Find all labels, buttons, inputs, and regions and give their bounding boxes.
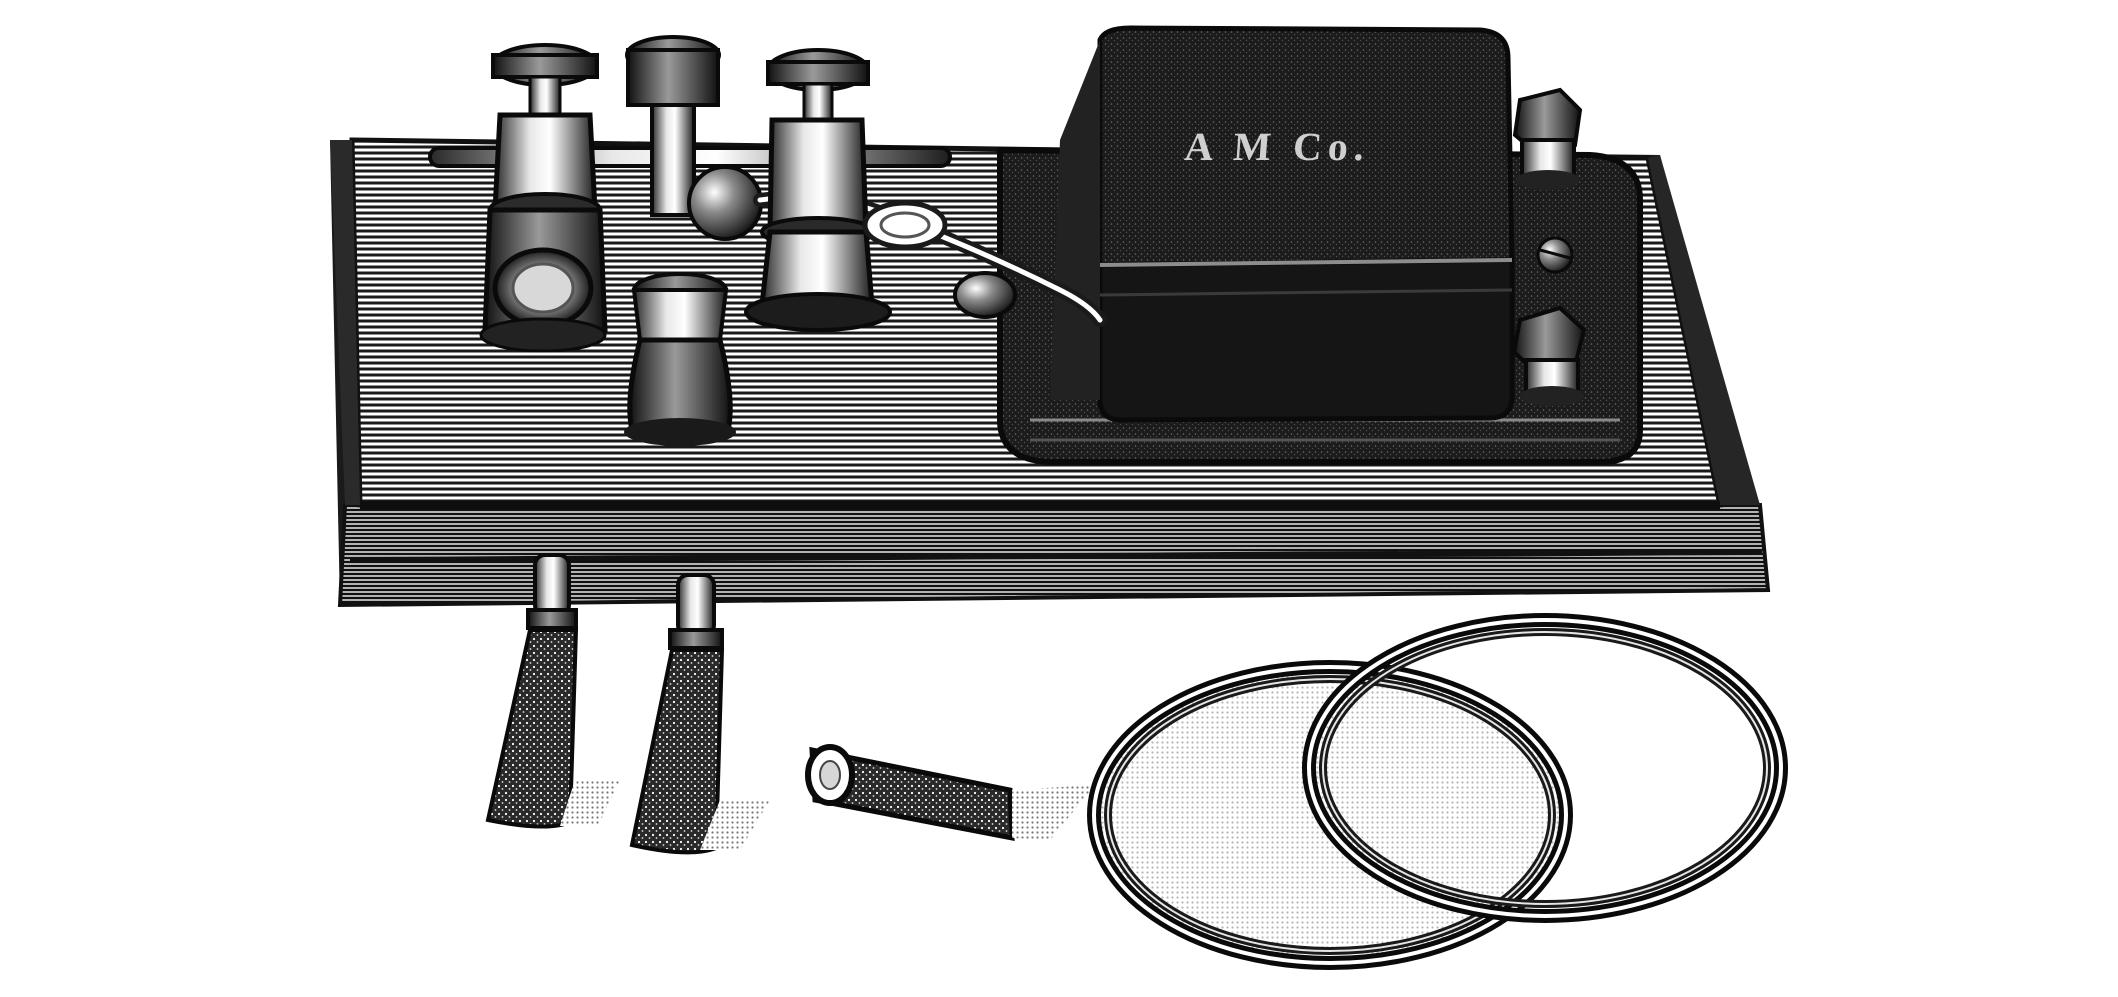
binding-post-right-bottom bbox=[1514, 308, 1584, 406]
spare-crystal-holder-2 bbox=[632, 575, 770, 852]
insulating-sleeve bbox=[808, 747, 1095, 840]
wire-coil bbox=[1094, 620, 1781, 968]
maker-emblem bbox=[865, 203, 945, 247]
binding-post-right-top bbox=[1515, 90, 1580, 190]
screw-near-coil bbox=[955, 273, 1015, 317]
front-socket bbox=[624, 274, 736, 446]
coil-marking: A M Co. bbox=[1183, 124, 1372, 169]
screw-right-middle bbox=[1538, 238, 1572, 272]
